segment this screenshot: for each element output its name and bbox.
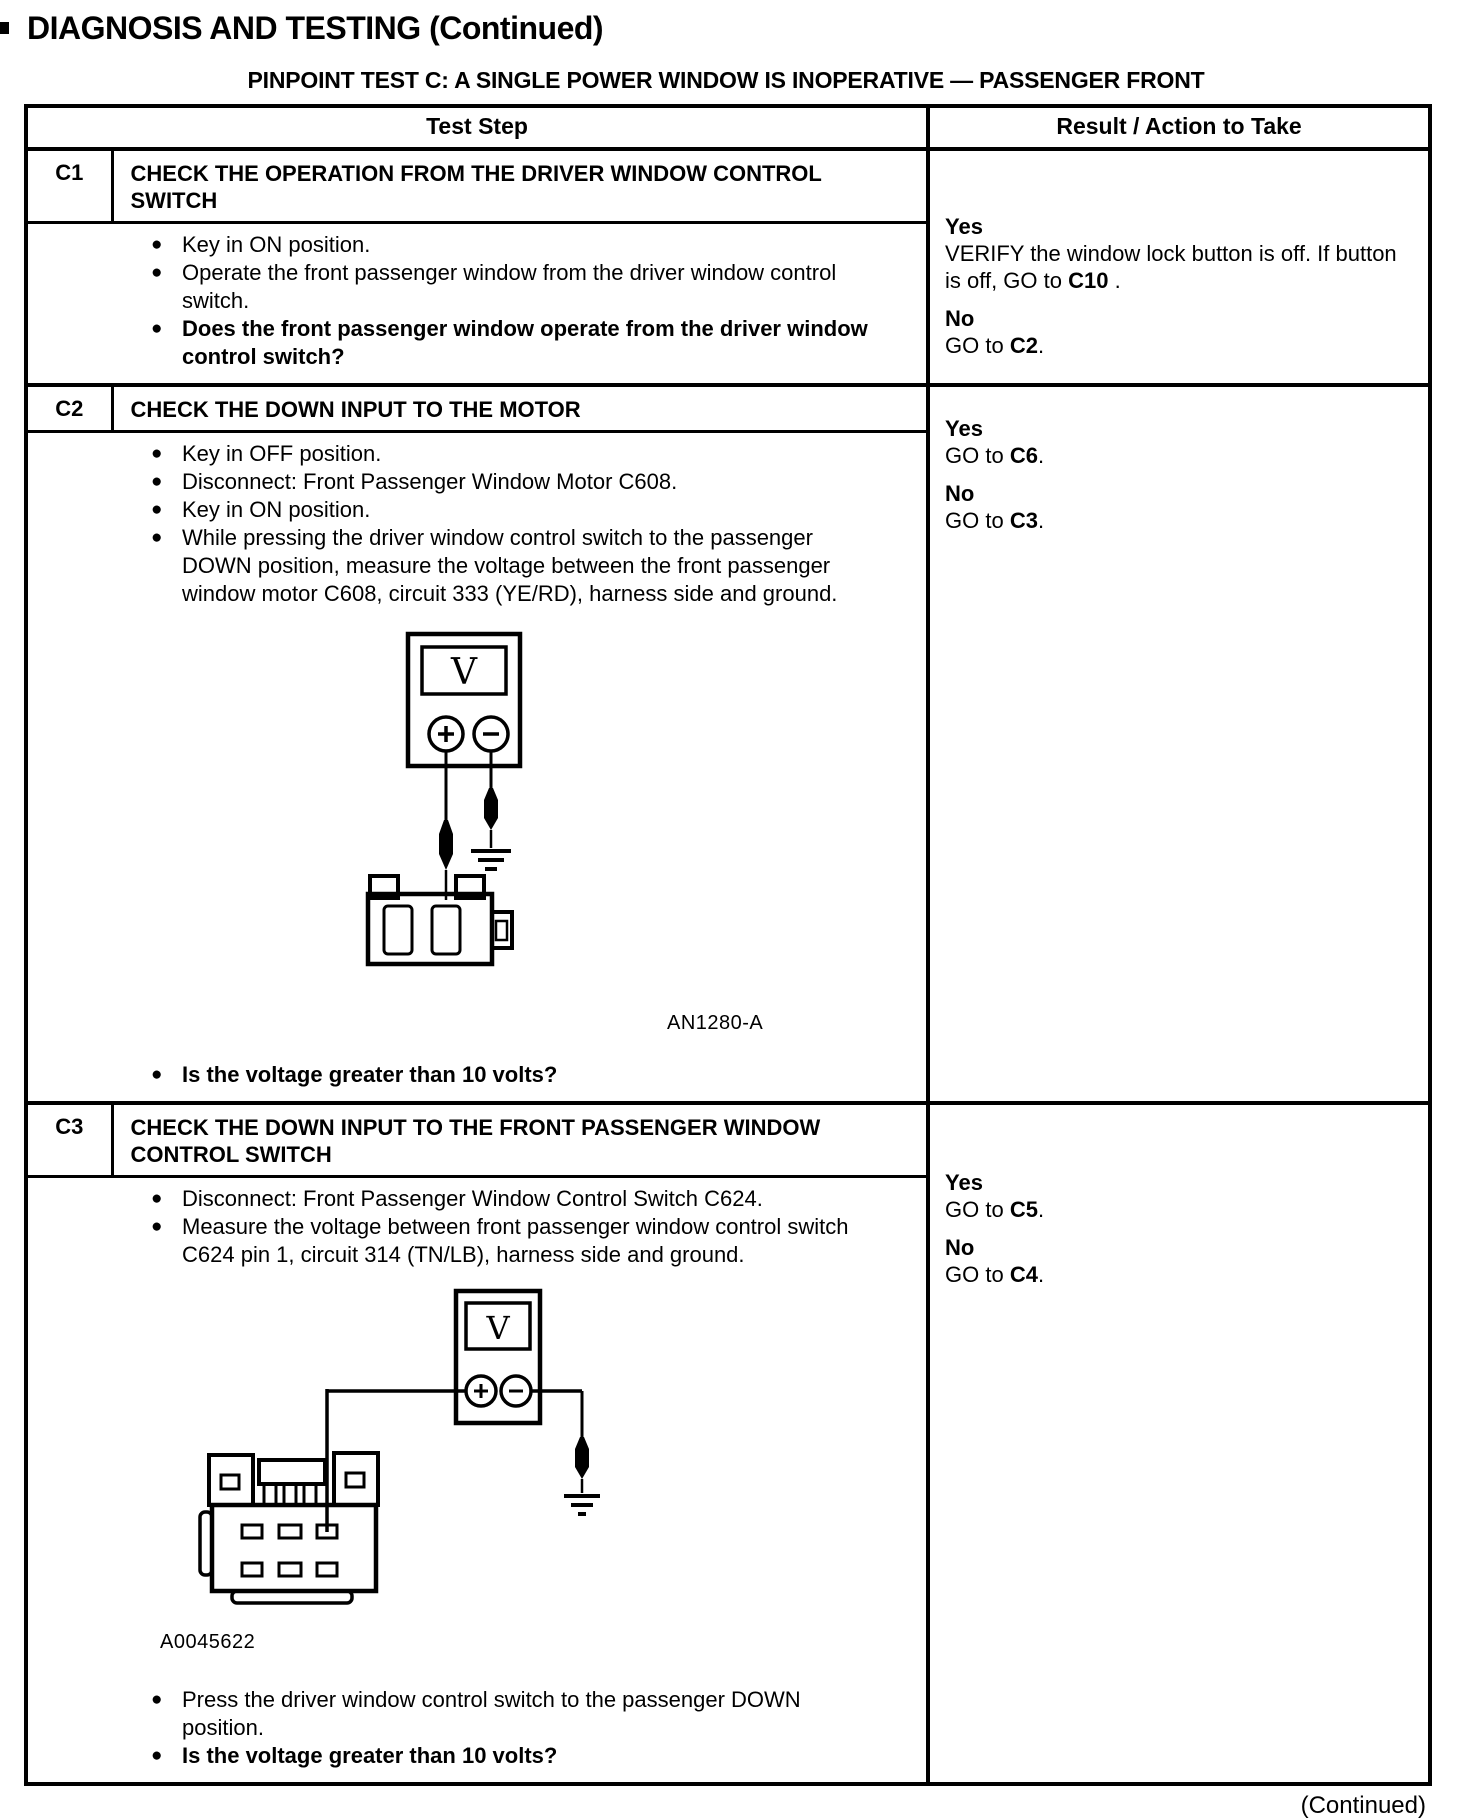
column-header-test-step: Test Step xyxy=(26,106,928,149)
result-no-label: No xyxy=(945,1235,975,1260)
pinpoint-test-table xyxy=(24,104,1432,1786)
step-c3-body xyxy=(26,1177,928,1785)
list-item: ● Key in OFF position. xyxy=(146,440,914,468)
bullet-icon: ● xyxy=(151,1689,163,1710)
negative-test-lead xyxy=(471,751,511,869)
bullet-icon: ● xyxy=(151,1745,163,1766)
step-c2-id: C2 xyxy=(26,385,112,432)
list-item: ● Is the voltage greater than 10 volts? xyxy=(146,1061,914,1089)
plus-terminal-icon xyxy=(466,1376,496,1406)
bullet-icon: ● xyxy=(151,262,163,283)
bullet-icon: ● xyxy=(151,471,163,492)
wiring-diagram-1 xyxy=(356,630,616,978)
result-yes-label: Yes xyxy=(945,1170,983,1195)
step-c1-result-cell xyxy=(928,149,1430,385)
result-no-label: No xyxy=(945,306,975,331)
pinpoint-test-title: PINPOINT TEST C: A SINGLE POWER WINDOW IS INOPERATIVE — PASSENGER FRONT xyxy=(247,67,1205,93)
positive-test-lead xyxy=(439,751,453,900)
list-item: ● Key in ON position. xyxy=(146,231,914,259)
bullet-icon: ● xyxy=(151,234,163,255)
step-c2-header-row xyxy=(26,385,1430,432)
list-item: ● Press the driver window control switch to the passenger DOWN position. xyxy=(146,1686,914,1742)
figure-id-label: A0045622 xyxy=(160,1631,256,1653)
step-c2-title: CHECK THE DOWN INPUT TO THE MOTOR xyxy=(130,397,581,422)
list-item: ● Operate the front passenger window from the driver window control switch. xyxy=(146,259,914,315)
list-item: ● Disconnect: Front Passenger Window Motor C608. xyxy=(146,468,914,496)
figure-voltmeter-to-switch-connector xyxy=(176,1285,914,1621)
connector-pin xyxy=(242,1525,262,1538)
voltmeter xyxy=(456,1291,540,1423)
page-title: DIAGNOSIS AND TESTING (Continued) xyxy=(27,10,604,46)
result-no-action: GO to C2. xyxy=(945,333,1045,358)
step-c2-result-cell xyxy=(928,385,1430,1103)
connector-pin xyxy=(279,1525,301,1538)
list-item: ● Is the voltage greater than 10 volts? xyxy=(146,1742,914,1770)
step-c1-id: C1 xyxy=(26,149,112,223)
test-probe-icon xyxy=(484,788,498,830)
step-c1-header-row xyxy=(26,149,1430,223)
bullet-icon: ● xyxy=(151,1064,163,1085)
step-c3-title: CHECK THE DOWN INPUT TO THE FRONT PASSENGER WINDOW CONTROL SWITCH xyxy=(130,1115,821,1167)
list-item: ● Disconnect: Front Passenger Window Control Switch C624. xyxy=(146,1185,914,1213)
list-item: ● Measure the voltage between front passenger window control switch C624 pin 1, circuit 314 (TN/LB), harness side and ground. xyxy=(146,1213,914,1269)
ground-symbol-icon xyxy=(564,1496,600,1514)
scan-artifact xyxy=(0,22,9,34)
step-c3-id: C3 xyxy=(26,1103,112,1177)
result-no-label: No xyxy=(945,481,975,506)
voltmeter xyxy=(408,634,520,766)
step-c1-title: CHECK THE OPERATION FROM THE DRIVER WINDOW CONTROL SWITCH xyxy=(130,161,822,213)
result-yes-label: Yes xyxy=(945,214,983,239)
ground-symbol-icon xyxy=(471,851,511,869)
bullet-icon: ● xyxy=(151,1188,163,1209)
step-c2-title-cell xyxy=(112,385,928,432)
step-c1-title-cell xyxy=(112,149,928,223)
test-probe-icon xyxy=(575,1437,589,1479)
plus-terminal-icon xyxy=(429,717,463,751)
motor-connector-drawing xyxy=(368,876,512,964)
result-no-action: GO to C4. xyxy=(945,1262,1045,1287)
list-item: ● Does the front passenger window operate from the driver window control switch? xyxy=(146,315,914,371)
result-yes-action: GO to C6. xyxy=(945,443,1045,468)
result-yes-action: VERIFY the window lock button is off. If button is off, GO to C10 . xyxy=(945,241,1397,293)
voltmeter-v-symbol: V xyxy=(451,652,477,693)
step-c3-header-row xyxy=(26,1103,1430,1177)
table-header-row xyxy=(26,106,1430,149)
list-item: ● While pressing the driver window control switch to the passenger DOWN position, measure the voltage between the front passenger window motor C608, circuit 333 (YE/RD), harness side and ground. xyxy=(146,524,914,608)
bullet-icon: ● xyxy=(151,443,163,464)
figure-voltmeter-to-motor-connector xyxy=(356,630,914,984)
column-header-result: Result / Action to Take xyxy=(928,106,1430,149)
bullet-icon: ● xyxy=(151,1216,163,1237)
minus-terminal-icon xyxy=(474,717,508,751)
result-yes-label: Yes xyxy=(945,416,983,441)
minus-terminal-icon xyxy=(501,1376,531,1406)
result-yes-action: GO to C5. xyxy=(945,1197,1045,1222)
continued-note: (Continued) xyxy=(1300,1792,1426,1819)
step-c2-body xyxy=(26,432,928,1104)
step-c3-title-cell xyxy=(112,1103,928,1177)
connector-pin xyxy=(242,1563,262,1576)
switch-connector-drawing xyxy=(200,1453,378,1603)
list-item: ● Key in ON position. xyxy=(146,496,914,524)
bullet-icon: ● xyxy=(151,527,163,548)
connector-pin xyxy=(317,1563,337,1576)
wiring-diagram-2 xyxy=(176,1285,662,1615)
connector-pin xyxy=(279,1563,301,1576)
test-probe-icon xyxy=(439,820,453,870)
figure-id-label: AN1280-A xyxy=(667,1012,764,1034)
result-no-action: GO to C3. xyxy=(945,508,1045,533)
voltmeter-v-symbol: V xyxy=(486,1309,510,1347)
bullet-icon: ● xyxy=(151,318,163,339)
step-c1-body xyxy=(26,223,928,386)
positive-test-lead xyxy=(327,1389,466,1532)
bullet-icon: ● xyxy=(151,499,163,520)
step-c3-result-cell xyxy=(928,1103,1430,1784)
